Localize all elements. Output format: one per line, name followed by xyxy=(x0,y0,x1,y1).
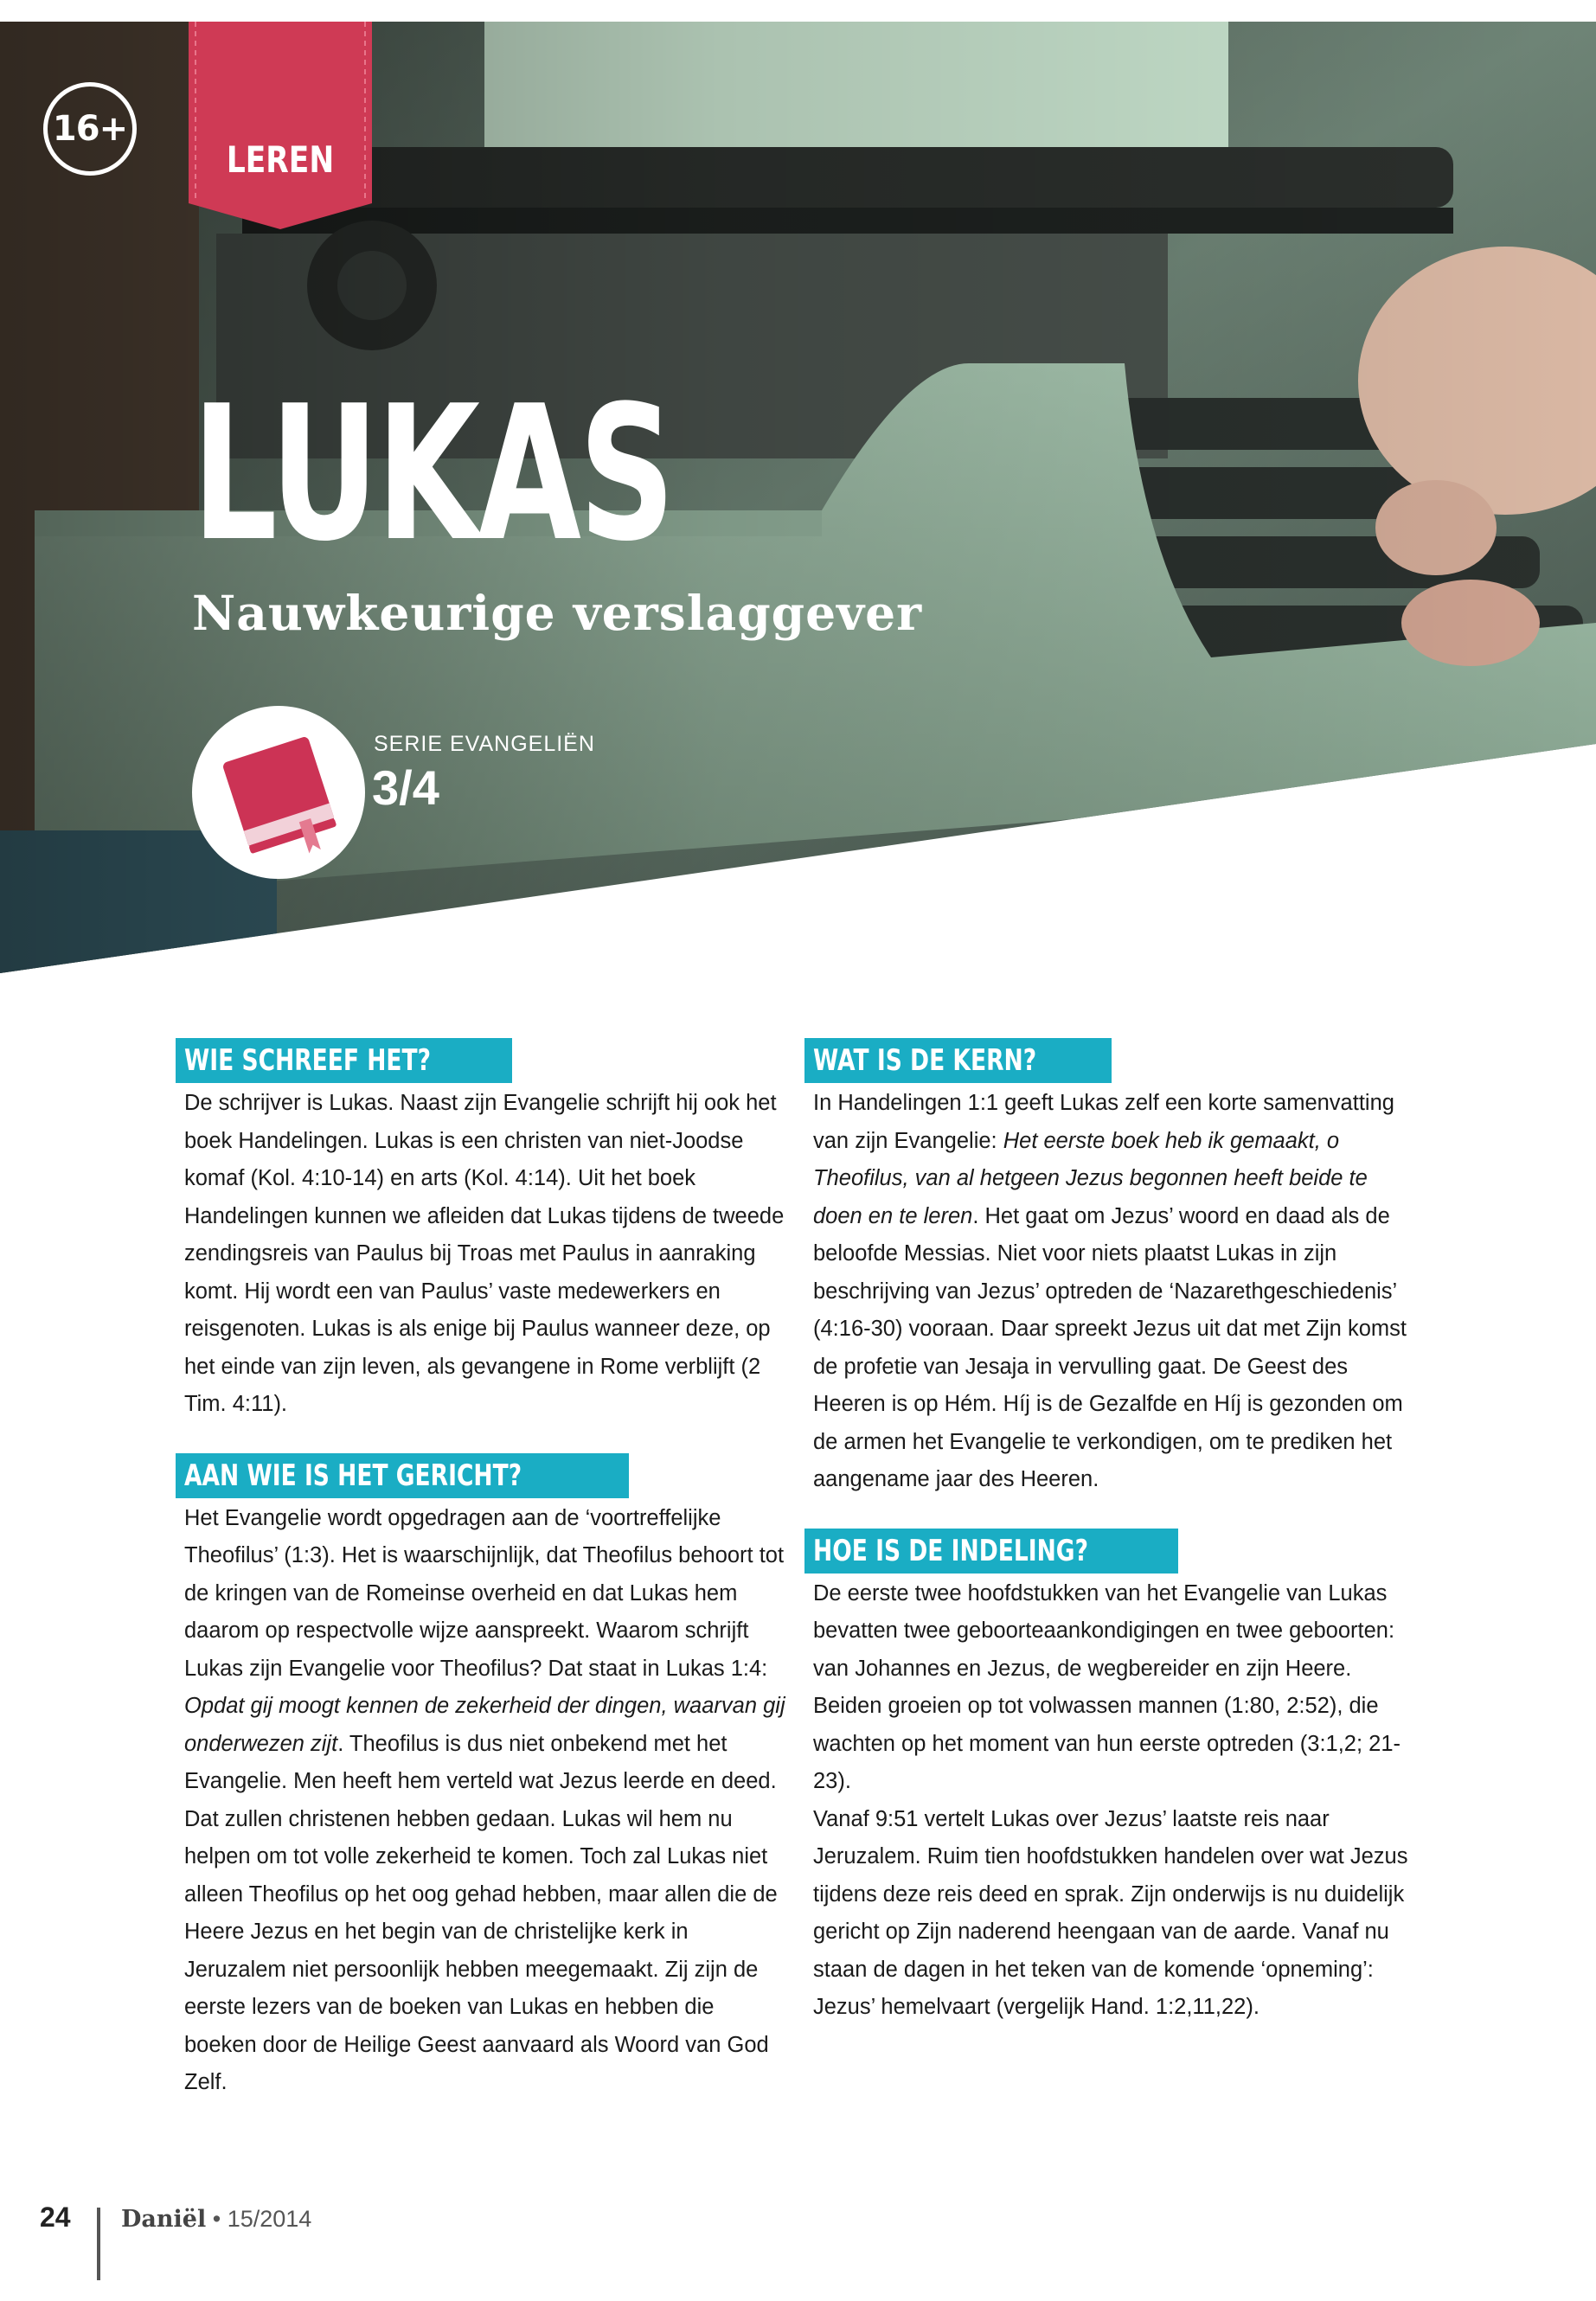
magazine-name: Daniël xyxy=(121,2206,207,2233)
section-hoe-is-de-indeling xyxy=(813,1529,1419,2027)
footer-separator: • xyxy=(206,2206,228,2232)
age-badge: 16+ xyxy=(43,82,137,176)
quote-lukas-1-4: Opdat gij moogt kennen de zekerheid der dingen, waarvan gij onderwezen zijt xyxy=(184,1694,785,1756)
section-wat-is-de-kern xyxy=(813,1038,1419,1499)
publication-info xyxy=(121,2206,311,2233)
page-subtitle: Nauwkeurige verslaggever xyxy=(192,585,923,641)
issue-number: 15/2014 xyxy=(227,2206,312,2232)
section-body: De eerste twee hoofdstukken van het Evangelie van Lukas bevatten twee geboorteaankondigingen en twee geboorten: van Johannes en Jezus, de wegbereider en zijn Heere. Beiden groeien op tot volwassen mannen (1:80, 2:52), die wachten op het moment van hun eerste optreden (3:1,2; 21-23). xyxy=(813,1580,1401,1793)
page-title: LUKAS xyxy=(192,365,673,582)
category-label: LEREN xyxy=(226,138,335,181)
right-column xyxy=(813,1038,1419,2056)
category-ribbon xyxy=(189,22,372,229)
series-label: SERIE EVANGELIËN xyxy=(374,732,595,756)
page-number: 24 xyxy=(40,2202,71,2233)
section-body: In Handelingen 1:1 geeft Lukas zelf een korte samenvatting van zijn Evangelie: Het eerste boek heb ik gemaakt, o Theofilus, van al hetgeen Jezus begonnen heeft beide te doen en te leren. Het gaat om Jezus’ woord en daad als de beloofde Messias. Niet voor niets plaatst Lukas in zijn beschrijving van Jezus’ optreden de ‘Nazarethgeschiedenis’ (4:16-30) vooraan. Daar spreekt Jezus uit dat met Zijn komst de profetie van Jesaja in vervulling gaat. De Geest des Heeren is op Hém. Híj is de Gezalfde en Híj is gezonden om de armen het Evangelie te verkondigen, om te prediken het aangename jaar des Heeren. xyxy=(813,1091,1407,1491)
section-body: Het Evangelie wordt opgedragen aan de ‘voortreffelijke Theofilus’ (1:3). Het is waarschijnlijk, dat Theofilus behoort tot de kringen van de Romeinse overheid en dat Lukas hem daarom op respectvolle wijze aanspreekt. Waarom schrijft Lukas zijn Evangelie voor Theofilus? Dat staat in Lukas 1:4: Opdat gij moogt kennen de zekerheid der dingen, waarvan gij onderwezen zijt. Theofilus is dus niet onbekend met het Evangelie. Men heeft hem verteld wat Jezus leerde en deed. Dat zullen christenen hebben gedaan. Lukas wil hem nu helpen om tot volle zekerheid te komen. Toch zal Lukas niet alleen Theofilus op het oog gehad hebben, maar allen die de Heere Jezus en het begin van de christelijke kerk in Jeruzalem niet persoonlijk hebben meegemaakt. Zij zijn de eerste lezers van de boeken van Lukas en hebben die boeken door de Heilige Geest aanvaard als Woord van God Zelf. xyxy=(184,1505,785,2094)
section-heading: WAT IS DE KERN? xyxy=(804,1038,1112,1083)
section-body: De schrijver is Lukas. Naast zijn Evangelie schrijft hij ook het boek Handelingen. Lukas is een christen van niet-Joodse komaf (Kol. 4:10-14) en arts (Kol. 4:14). Uit het boek Handelingen kunnen we afleiden dat Lukas tijdens de tweede zendingsreis van Paulus bij Troas met Paulus in aanraking komt. Hij wordt een van Paulus’ vaste medewerkers en reisgenoten. Lukas is als enige bij Paulus wanneer deze, op het einde van zijn leven, als gevangene in Rome verblijft (2 Tim. 4:11). xyxy=(184,1091,785,1416)
section-heading: WIE SCHREEF HET? xyxy=(176,1038,512,1083)
section-aan-wie-is-het-gericht xyxy=(184,1453,790,2102)
section-heading: AAN WIE IS HET GERICHT? xyxy=(176,1453,629,1498)
series-badge xyxy=(192,706,365,879)
section-wie-schreef-het xyxy=(184,1038,790,1424)
hero-banner xyxy=(0,0,1596,986)
book-icon xyxy=(192,706,365,879)
footer-divider xyxy=(97,2208,100,2280)
series-number: 3/4 xyxy=(372,760,439,815)
section-heading: HOE IS DE INDELING? xyxy=(804,1529,1178,1574)
quote-handelingen-1-1: Het eerste boek heb ik gemaakt, o Theofilus, van al hetgeen Jezus begonnen heeft beide te doen en te leren xyxy=(813,1128,1368,1228)
left-column xyxy=(184,1038,790,2131)
section-body-continued: Vanaf 9:51 vertelt Lukas over Jezus’ laatste reis naar Jeruzalem. Ruim tien hoofdstukken handelen over wat Jezus tijdens deze reis deed en sprak. Zijn onderwijs is nu duidelijk gericht op Zijn naderend heengaan van de aarde. Vanaf nu staan de dagen in het teken van de komende ‘opneming’: Jezus’ hemelvaart (vergelijk Hand. 1:2,11,22). xyxy=(813,1806,1408,2019)
